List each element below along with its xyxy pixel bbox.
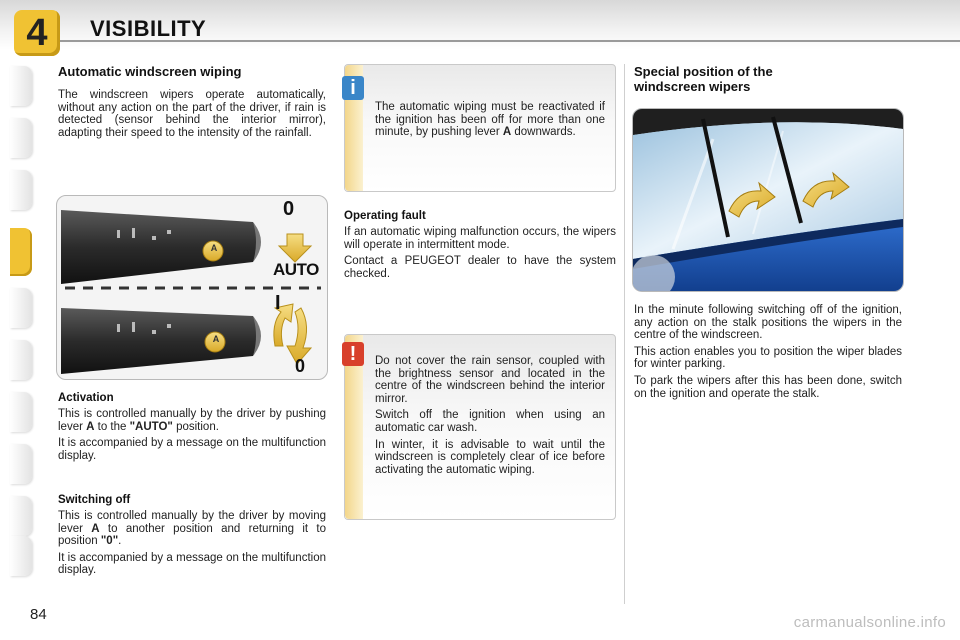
lever-label-upper: A (210, 243, 218, 253)
warning-note-paragraph-3: In winter, it is advisable to wait until the windscreen is completely clear of ice before activating the automatic wiping. (375, 438, 605, 476)
warning-note-body (375, 355, 605, 480)
activation-paragraph-2: It is accompanied by a message on the multifunction display. (58, 437, 326, 462)
auto-position-label: AUTO (273, 260, 319, 279)
chapter-tab-9[interactable] (10, 496, 32, 536)
info-note-text: The automatic wiping must be reactivated if the ignition has been off for more than one minute, by pushing lever A downwards. (375, 101, 605, 139)
chapter-tabs (10, 66, 32, 576)
warning-icon: ! (342, 342, 364, 366)
info-note (344, 64, 616, 192)
activation-heading: Activation (58, 392, 114, 404)
operating-fault-paragraph-1: If an automatic wiping malfunction occurs, the wipers will operate in intermittent mode. (344, 226, 616, 251)
position-one: I (275, 292, 281, 314)
operating-fault-paragraph-2: Contact a PEUGEOT dealer to have the system checked. (344, 255, 616, 280)
section-automatic-wiping (58, 64, 326, 143)
section-heading: Automatic windscreen wiping (58, 64, 242, 79)
switching-off-paragraph-2: It is accompanied by a message on the multifunction display. (58, 551, 326, 577)
section-special-position (634, 64, 902, 94)
warning-note-paragraph-2: Switch off the ignition when using an automatic car wash. (375, 409, 605, 434)
special-position-paragraph-3: To park the wipers after this has been done, switch on the ignition and operate the stalk. (634, 374, 902, 400)
position-zero-bottom: 0 (295, 356, 306, 376)
switching-off-heading: Switching off (58, 494, 131, 506)
lever-label-lower: A (212, 334, 220, 344)
special-position-heading-line-1: Special position of the (634, 64, 773, 79)
chapter-tab-5[interactable] (10, 288, 32, 328)
chapter-tab-7[interactable] (10, 392, 32, 432)
chapter-tab-1[interactable] (10, 66, 32, 106)
activation-paragraph-1: This is controlled manually by the driver by pushing lever A to the "AUTO" position. (58, 408, 326, 433)
page-number: 84 (30, 606, 47, 623)
car-windscreen-image (633, 109, 903, 291)
intro-paragraph: The windscreen wipers operate automatically, without any action on the part of the driver, if rain is detected (sensor behind the interior mirror), adapting their speed to the intensity of the rainfall. (58, 89, 326, 139)
info-icon: i (342, 76, 364, 100)
switching-off-paragraph-1: This is controlled manually by the driver by moving lever A to another position and returning it to position "0". (58, 510, 327, 548)
chapter-tab-3[interactable] (10, 170, 32, 210)
warning-note-paragraph-1: Do not cover the rain sensor, coupled with the brightness sensor and located in the centre of the windscreen behind the interior mirror. (375, 355, 605, 405)
warning-note (344, 334, 616, 520)
chapter-tab-2[interactable] (10, 118, 32, 158)
stalk-diagram (56, 195, 328, 380)
chapter-number: 4 (26, 11, 48, 54)
chapter-tab-6[interactable] (10, 340, 32, 380)
chapter-badge (14, 10, 60, 56)
position-zero-top: 0 (283, 198, 295, 220)
column-separator (624, 64, 625, 604)
special-position-text (634, 304, 902, 404)
special-position-paragraph-2: This action enables you to position the wiper blades for winter parking. (634, 345, 902, 371)
section-operating-fault (344, 210, 616, 284)
windscreen-illustration (632, 108, 904, 292)
operating-fault-heading: Operating fault (344, 210, 426, 222)
chapter-tab-8[interactable] (10, 444, 32, 484)
footer-watermark[interactable]: carmanualsonline.info (793, 614, 946, 631)
page-title: VISIBILITY (90, 16, 207, 41)
special-position-paragraph-1: In the minute following switching off of the ignition, any action on the stalk positions the wipers in the centre of the windscreen. (634, 304, 902, 342)
stalk-illustration (57, 196, 327, 379)
chapter-tab-10[interactable] (10, 536, 32, 576)
section-switching-off (58, 494, 326, 581)
section-activation (58, 392, 326, 466)
chapter-tab-4-active[interactable] (10, 228, 32, 276)
info-note-body (375, 101, 605, 143)
special-position-heading-line-2: windscreen wipers (634, 79, 751, 94)
